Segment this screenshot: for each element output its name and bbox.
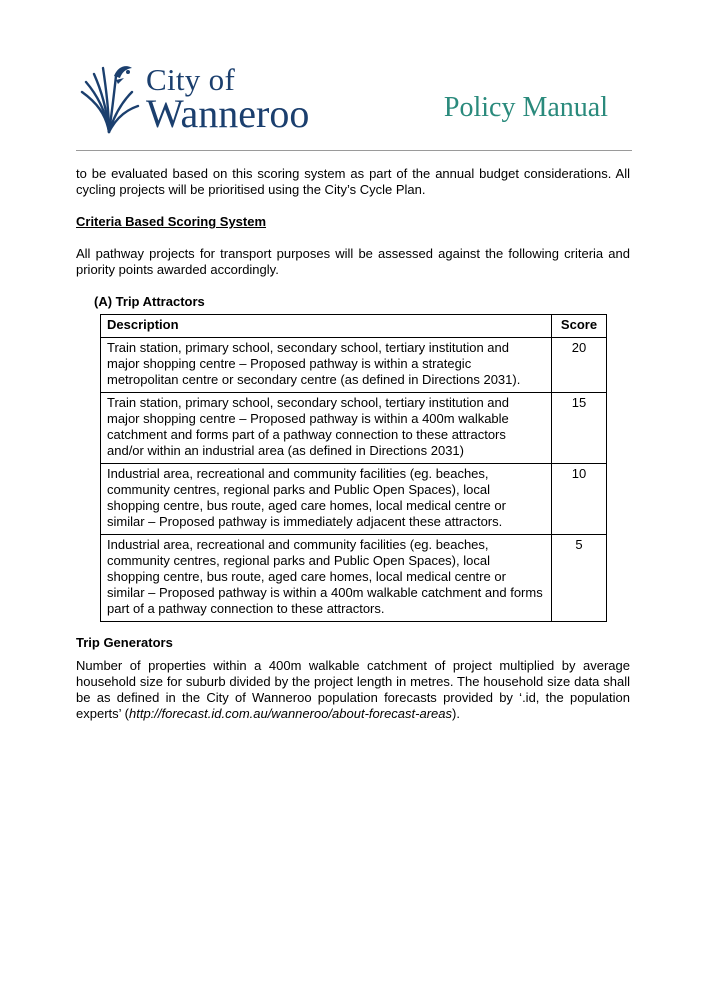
intro-paragraph: to be evaluated based on this scoring system as part of the annual budget considerations. All cycling projects will be prioritised using the City’s Cycle Plan. [76, 166, 630, 197]
row-description: Industrial area, recreational and community facilities (eg. beaches, community centres, regional parks and Public Open Spaces), local shopping centre, bus route, aged care homes, local medical centre or similar – Proposed pathway is within a 400m walkable catchment and forms part of a pathway connection to these attractors. [101, 535, 552, 622]
city-of-wanneroo-logo [76, 62, 326, 137]
document-body [76, 166, 630, 722]
trip-attractors-table [100, 314, 607, 622]
policy-manual-title: Policy Manual [443, 92, 608, 123]
logo-city-of: City of [146, 62, 236, 97]
criteria-heading: Criteria Based Scoring System [76, 214, 267, 229]
trip-generators-heading: Trip Generators [76, 635, 173, 650]
row-score: 15 [552, 393, 607, 464]
table-header-row [101, 315, 607, 338]
row-score: 5 [552, 535, 607, 622]
trip-attractors-heading: (A) Trip Attractors [94, 294, 205, 309]
column-header-score: Score [552, 315, 607, 338]
page-header [0, 0, 706, 152]
table-row [101, 338, 607, 393]
grass-tree-icon [76, 62, 142, 134]
row-score: 10 [552, 464, 607, 535]
row-description: Industrial area, recreational and community facilities (eg. beaches, community centres, regional parks and Public Open Spaces), local shopping centre, bus route, aged care homes, local medical centre or similar – Proposed pathway is immediately adjacent these attractors. [101, 464, 552, 535]
row-description: Train station, primary school, secondary school, tertiary institution and major shopping centre – Proposed pathway is within a strategic metropolitan centre or secondary centre (as defined in Directions 2031). [101, 338, 552, 393]
column-header-description: Description [101, 315, 552, 338]
table-row [101, 393, 607, 464]
trip-generators-text: Number of properties within a 400m walkable catchment of project multiplied by average household size for suburb divided by the project length in metres. The household size data shall be as defined in the City of Wanneroo population forecasts provided by ‘.id, the population experts’ ( [76, 658, 630, 721]
row-score: 20 [552, 338, 607, 393]
criteria-paragraph: All pathway projects for transport purposes will be assessed against the following criteria and priority points awarded accordingly. [76, 246, 630, 277]
table-row [101, 535, 607, 622]
trip-generators-end: ). [452, 706, 460, 721]
header-divider [76, 150, 632, 151]
table-row [101, 464, 607, 535]
trip-generators-paragraph [76, 658, 630, 722]
logo-wanneroo: Wanneroo [146, 91, 310, 136]
row-description: Train station, primary school, secondary school, tertiary institution and major shopping centre – Proposed pathway is within a 400m walkable catchment and forms part of a pathway connection to these attractors and/or within an industrial area (as defined in Directions 2031) [101, 393, 552, 464]
forecast-link[interactable]: http://forecast.id.com.au/wanneroo/about-forecast-areas [128, 706, 452, 721]
